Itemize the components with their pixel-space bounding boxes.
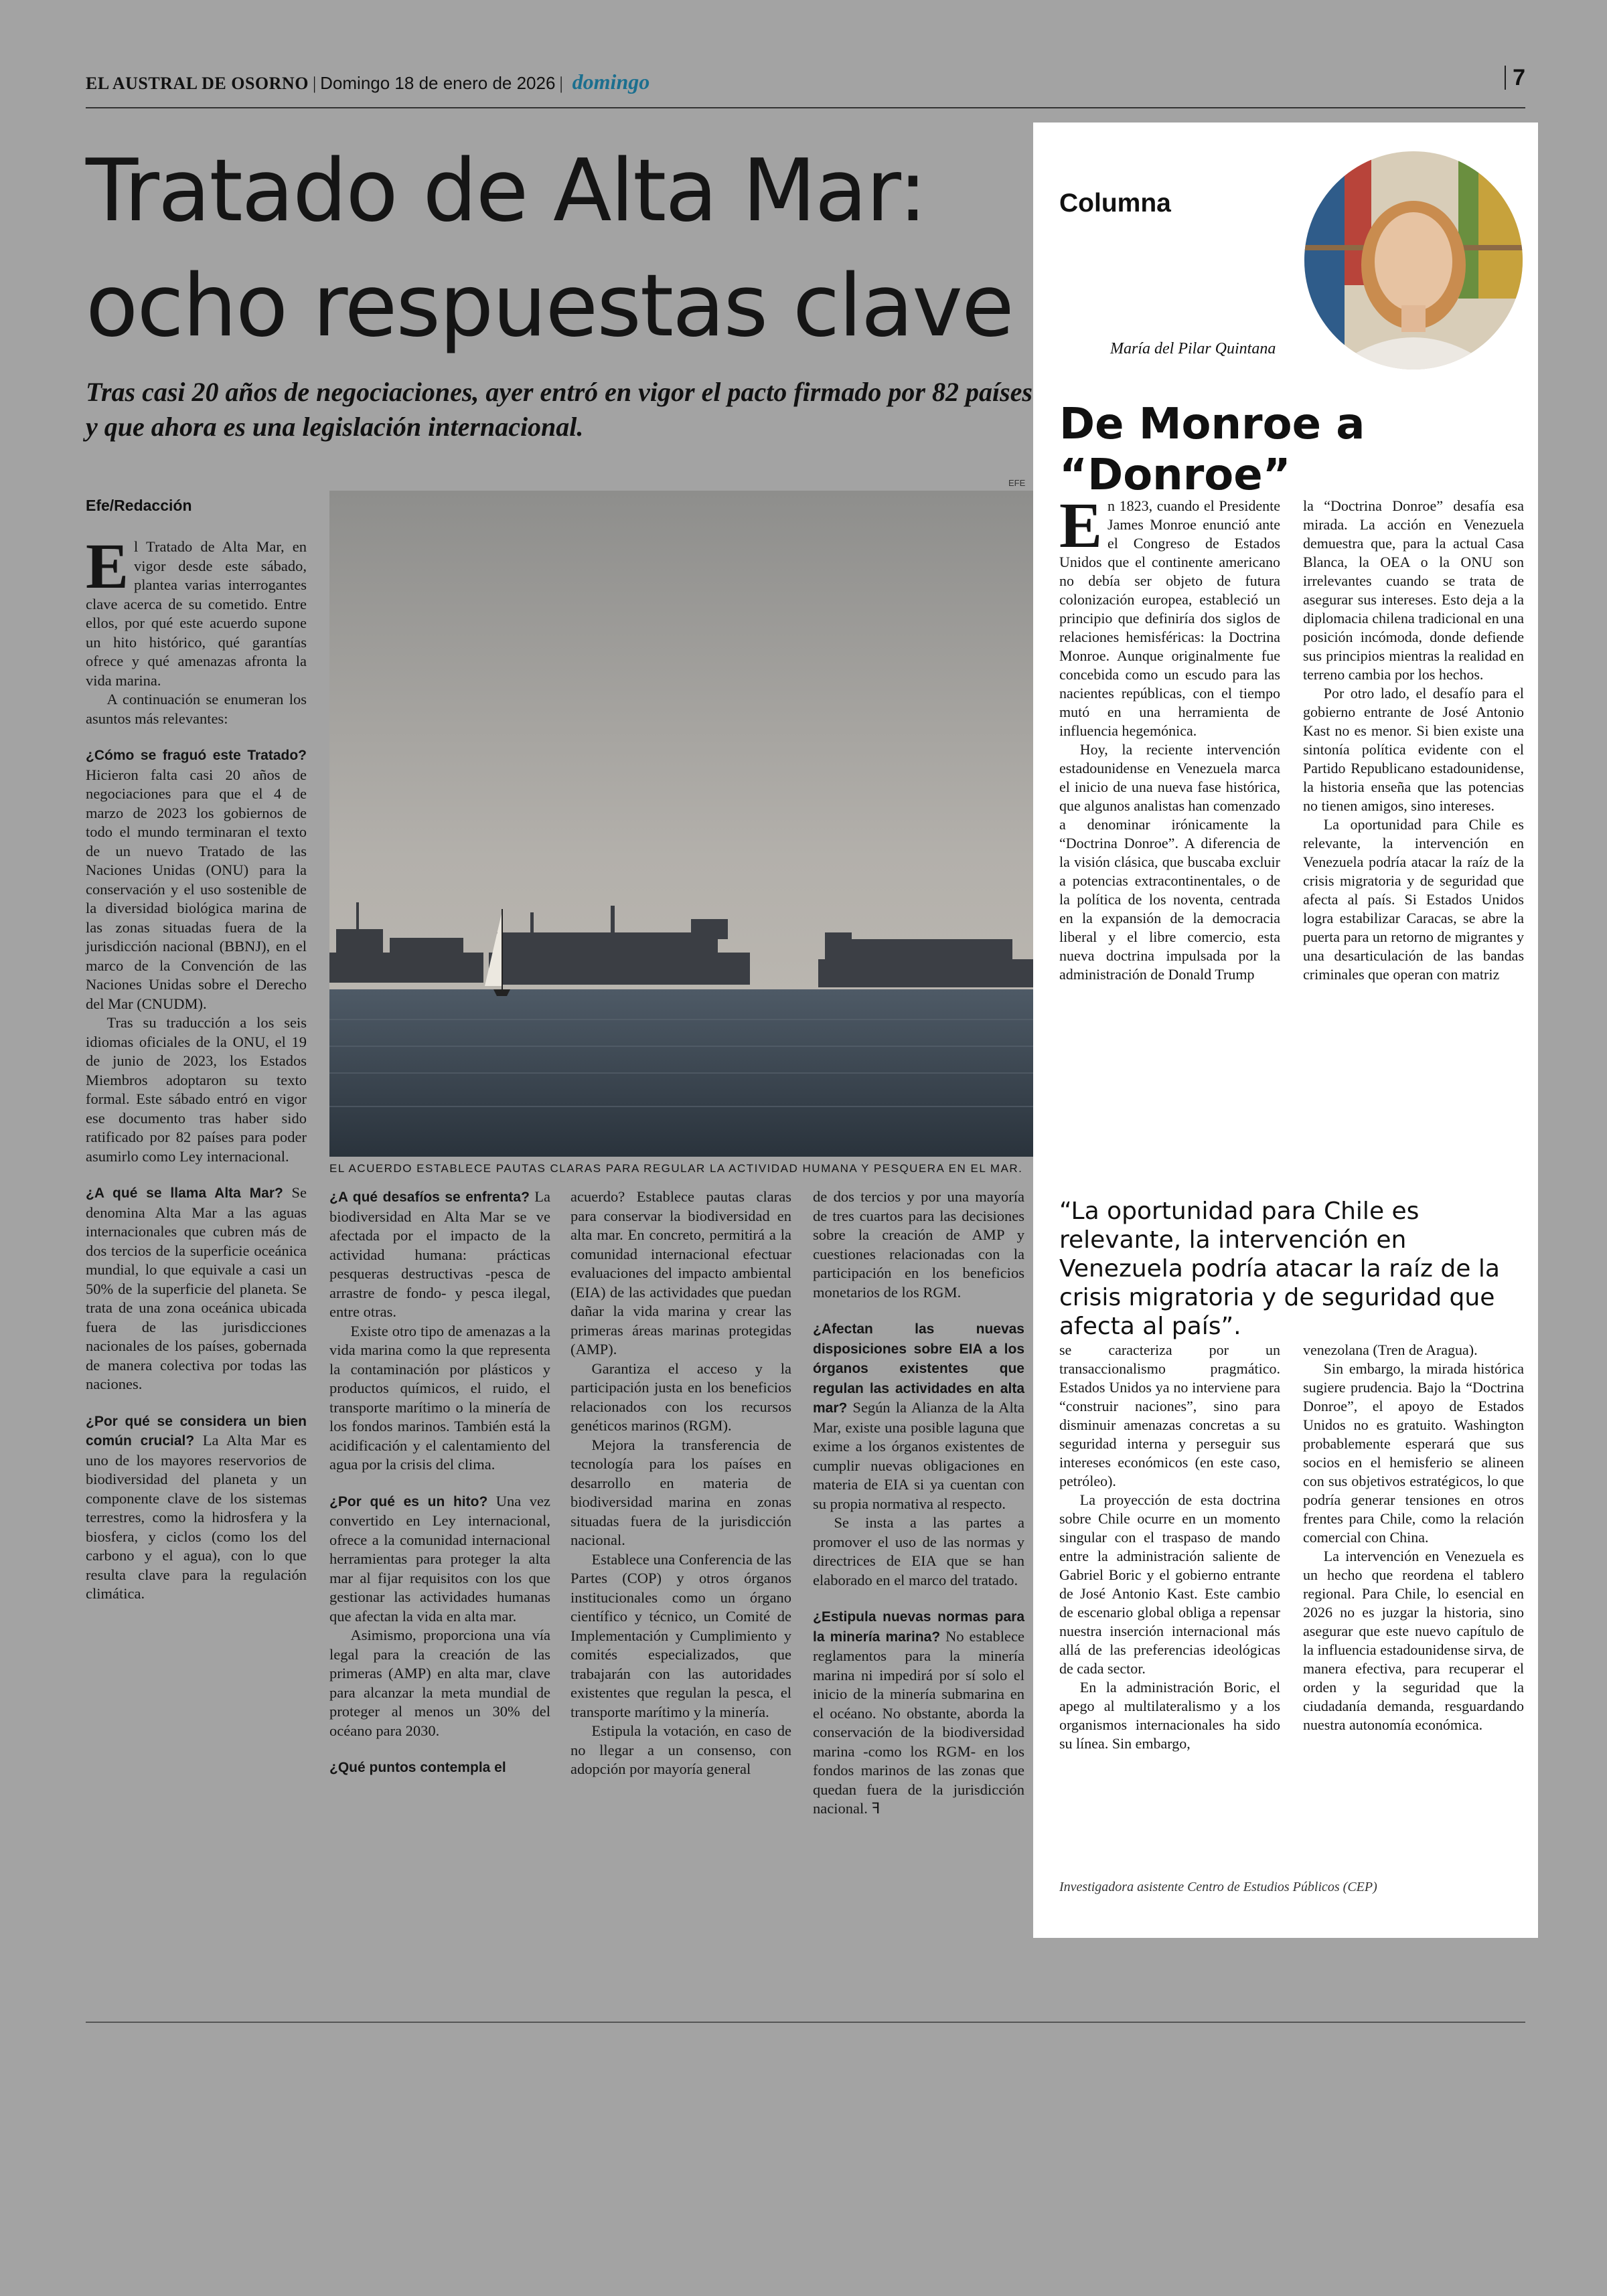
issue-date: Domingo 18 de enero de 2026 — [320, 73, 556, 93]
paragraph: Estipula la votación, en caso de no llegar a un consenso, con adopción por mayoría general — [570, 1722, 791, 1777]
header-rule — [86, 107, 1525, 108]
article-byline: Efe/Redacción — [86, 497, 192, 514]
paragraph: Existe otro tipo de amenazas a la vida marina como la que representa la contaminación por plásticos y productos químicos, el ruido, el transporte marítimo o la minería de los fondos marinos. También está la acidificación y el calentamiento del agua por la crisis del clima. — [329, 1322, 550, 1473]
author-name: María del Pilar Quintana — [1110, 340, 1276, 357]
paragraph: Establece una Conferencia de las Partes (COP) y otros órganos institucionales como un órgano científico y técnico, un Comité de Implementación y Cumplimiento y comités especializados, que trabajarán con las autoridades existentes que regulan la pesca, el transporte marítimo y la minería. — [570, 1550, 791, 1720]
page-number: 7 — [1505, 66, 1525, 90]
paragraph: la “Doctrina Donroe” desafía esa mirada. La acción en Venezuela demuestra que, para la actual Casa Blanca, la OEA o la ONU son irrelevantes cuando se trata de asegurar sus intereses. Esto deja a la diplomacia chilena tradicional en una posición incómoda, donde defiende sus principios mientras la realidad en terreno cambia por los hechos. — [1303, 497, 1524, 683]
bottom-rule — [86, 2022, 1525, 2023]
article-column-2 — [329, 1187, 550, 1778]
question-paragraph: ¿A qué se llama Alta Mar? Se denomina Alta Mar a las aguas internacionales que cubren más de dos tercios de la superficie oceánica mundial, lo que equivale a casi un 50% de la superficie del planeta. Se trata de una zona oceánica ubicada fuera de las jurisdicciones nacionales de los países, gobernada de manera colectiva por todas las naciones. — [86, 1184, 307, 1392]
paragraph: se caracteriza por un transaccionalismo pragmático. Estados Unidos ya no interviene para “construir naciones”, sino para disminuir amenazas concretas a su seguridad interna y perseguir sus intereses económicos (en este caso, petróleo). — [1059, 1341, 1280, 1489]
paragraph: Se insta a las partes a promover el uso de las normas y directrices de EIA que se han elaborado en el marco del tratado. — [813, 1514, 1024, 1588]
paragraph: Por otro lado, el desafío para el gobierno entrante de José Antonio Kast no es menor. Si bien existe una sintonía política evidente con el Partido Republicano estadounidense, la historia enseña que las potencias no tienen amigos, sino intereses. — [1303, 685, 1524, 814]
paragraph: La proyección de esta doctrina sobre Chile ocurre en un momento singular con el traspaso de mando entre la administración saliente de Gabriel Boric y el gobierno entrante de José Antonio Kast. Este cambio de escenario global obliga a repensar nuestra inserción internacional más allá de las preferencias ideológicas de cada sector. — [1059, 1491, 1280, 1677]
paragraph: Garantiza el acceso y la participación justa en los beneficios relacionados con los recursos genéticos marinos (RGM). — [570, 1360, 791, 1434]
article-column-4 — [813, 1187, 1024, 1819]
opinion-column-d — [1303, 1341, 1524, 1734]
drop-cap: E — [86, 530, 129, 602]
paragraph: Tras su traducción a los seis idiomas oficiales de la ONU, el 19 de junio de 2023, los Estados Miembros adoptaron su texto formal. Este sábado entró en vigor ese documento tras haber sido ratificado por 82 países para poder asumirlo como Ley internacional. — [86, 1014, 307, 1165]
paragraph: Hoy, la reciente intervención estadounidense en Venezuela marca el inicio de una nueva fase histórica, que algunos analistas han comenzado a denominar irónicamente la “Doctrina Donroe”. A diferencia de la visión clásica, que buscaba excluir a potencias extracontinentales, o de la política de los noventa, centrada en la expansión de la democracia liberal y el libre comercio, esta nueva doctrina impulsada por la administración de Donald Trump — [1059, 741, 1280, 983]
paragraph: Mejora la transferencia de tecnología para los países en desarrollo en materia de biodiversidad marina en zonas situadas fuera de la jurisdicción nacional. — [570, 1436, 791, 1548]
column-title: De Monroe a “Donroe” — [1059, 400, 1365, 500]
article-photo — [329, 491, 1035, 1157]
paragraph: acuerdo? Establece pautas claras para conservar la biodiversidad en alta mar. En concreto, permitirá a la comunidad internacional efectuar evaluaciones del impacto ambiental (EIA) de las actividades que puedan dañar la vida marina y crear las primeras áreas marinas protegidas (AMP). — [570, 1188, 791, 1358]
paragraph: La intervención en Venezuela es un hecho que reordena el tablero regional. Para Chile, lo esencial en 2026 no es juzgar la historia, sino asegurar que este nuevo capítulo de la influencia estadounidense sirva, de manera efectiva, para recuperar el orden y la seguridad que la ciudadanía demanda, resguardando nuestra autonomía económica. — [1303, 1548, 1524, 1733]
paragraph: En la administración Boric, el apego al multilateralismo y a los organismos internacionales ha sido su línea. Sin embargo, — [1059, 1679, 1280, 1752]
article-column-1 — [86, 530, 307, 1604]
paragraph: venezolana (Tren de Aragua). — [1303, 1341, 1478, 1358]
question-paragraph: ¿Qué puntos contempla el — [329, 1760, 506, 1775]
opinion-column-b — [1303, 497, 1524, 984]
article-intro: El Tratado de Alta Mar, en vigor desde este sábado, plantea varias interrogantes clave acerca de su cometido. Entre ellos, por qué este acuerdo supone un hito histórico, qué garantías ofrece y qué amenazas afronta la vida marina. — [86, 530, 307, 689]
paragraph: de dos tercios y por una mayoría de tres cuartos para las decisiones sobre la creación de AMP y cuestiones relacionadas con la participación en los beneficios monetarios de los RGM. — [813, 1188, 1024, 1301]
article-deck: Tras casi 20 años de negociaciones, ayer entró en vigor el pacto firmado por 82 países y que ahora es una legislación internacional. — [86, 377, 1032, 442]
column-label: Columna — [1059, 189, 1171, 218]
question-paragraph: ¿Afectan las nuevas disposiciones sobre EIA a los órganos existentes que regulan las actividades en alta mar? Según la Alianza de la Alta Mar, existe una posible laguna que exime a los órganos existentes de cumplir nuevas obligaciones en materia de EIA si ya cuentan con su propia normativa al respecto. — [813, 1321, 1024, 1512]
paragraph: Sin embargo, la mirada histórica sugiere prudencia. Bajo la “Doctrina Donroe”, el apoyo de Estados Unidos no es gratuito. Washington probablemente esperará que sus socios en el hemisferio se alineen con sus objetivos estratégicos, lo que podría generar tensiones en otros frentes para Chile, como la relación comercial con China. — [1303, 1360, 1524, 1546]
article-column-3 — [570, 1187, 791, 1779]
article-headline: Tratado de Alta Mar: ocho respuestas clave — [86, 141, 1013, 356]
question-paragraph: ¿Estipula nuevas normas para la minería marina? No establece reglamentos para la minería marina ni impedirá por sí solo el inicio de la minería submarina en el océano. No obstante, aborda la conservación de la biodiversidad marina -como los RGM- en los fondos marinos de las zonas que quedan fuera de la jurisdicción nacional. ꟻ — [813, 1609, 1024, 1817]
paragraph: Asimismo, proporciona una vía legal para la creación de las primeras (AMP) en alta mar, clave para alcanzar la meta mundial de proteger al menos un 30% del océano para 2030. — [329, 1627, 550, 1739]
question-paragraph: ¿A qué desafíos se enfrenta? La biodiversidad en Alta Mar se ve afectada por el impacto de la actividad humana: prácticas pesqueras destructivas -pesca de arrastre de fondo- y pesca ilegal, entre otras. — [329, 1188, 550, 1320]
pull-quote: “La oportunidad para Chile es relevante, la intervención en Venezuela podría atacar la raíz de la crisis migratoria y de seguridad que afecta al país”. — [1059, 1198, 1500, 1340]
photo-credit: EFE — [1008, 478, 1026, 488]
question-paragraph: ¿Cómo se fraguó este Tratado? Hicieron falta casi 20 años de negociaciones para que el 4 de marzo de 2023 los gobiernos de todo el mundo terminaran el texto de un nuevo Tratado de las Naciones Unidas (ONU) para la conservación y el uso sostenible de la diversidad biológica marina de las zonas situadas fuera de la jurisdicción nacional (BBNJ), en el marco de la Convención de las Naciones Unidas sobre el Derecho del Mar (CNUDM). — [86, 748, 307, 1012]
author-avatar — [1304, 151, 1523, 370]
paragraph: A continuación se enumeran los asuntos más relevantes: — [86, 691, 307, 727]
page-header: EL AUSTRAL DE OSORNO | Domingo 18 de enero de 2026 | domingo 7 — [86, 65, 1525, 94]
author-affiliation: Investigadora asistente Centro de Estudios Públicos (CEP) — [1059, 1880, 1377, 1894]
opinion-intro: En 1823, cuando el Presidente James Monroe enunció ante el Congreso de Estados Unidos que el continente americano no debía ser objeto de futura colonización europea, estableció un principio que definiría dos siglos de relaciones hemisféricas: la Doctrina Monroe. Aunque originalmente fue concebida como un escudo para las nacientes repúblicas, con el tiempo mutó en una herramienta de influencia hegemónica. — [1059, 489, 1280, 739]
question-paragraph: ¿Por qué es un hito? Una vez convertido en Ley internacional, ofrece a la comunidad internacional herramientas para proteger la alta mar al fijar requisitos con los que gestionar las actividades humanas que afectan la vida en alta mar. — [329, 1492, 550, 1625]
newspaper-name: EL AUSTRAL DE OSORNO — [86, 74, 309, 93]
opinion-column-c — [1059, 1341, 1280, 1753]
author-portrait-image — [1304, 151, 1523, 370]
drop-cap: E — [1059, 489, 1103, 561]
section-name: domingo — [572, 70, 650, 94]
opinion-column-a — [1059, 489, 1280, 984]
paragraph: La oportunidad para Chile es relevante, la intervención en Venezuela podría atacar la raíz de la crisis migratoria y de seguridad que afecta al país. Si Estados Unidos logra estabilizar Caracas, se abre la puerta para un retorno de migrantes y una desarticulación de las bandas criminales que operan con matriz — [1303, 816, 1524, 983]
photo-caption: EL ACUERDO ESTABLECE PAUTAS CLARAS PARA REGULAR LA ACTIVIDAD HUMANA Y PESQUERA EN EL MAR. — [329, 1162, 1023, 1175]
question-paragraph: ¿Por qué se considera un bien común crucial? La Alta Mar es uno de los mayores reservorios de biodiversidad del planeta y un componente clave de los sistemas terrestres, como la hidrosfera y la biosfera, y ciclos (como los del carbono y el agua), con lo que resulta clave para la regulación climática. — [86, 1413, 307, 1602]
ships-at-sea-image — [329, 491, 1035, 1157]
